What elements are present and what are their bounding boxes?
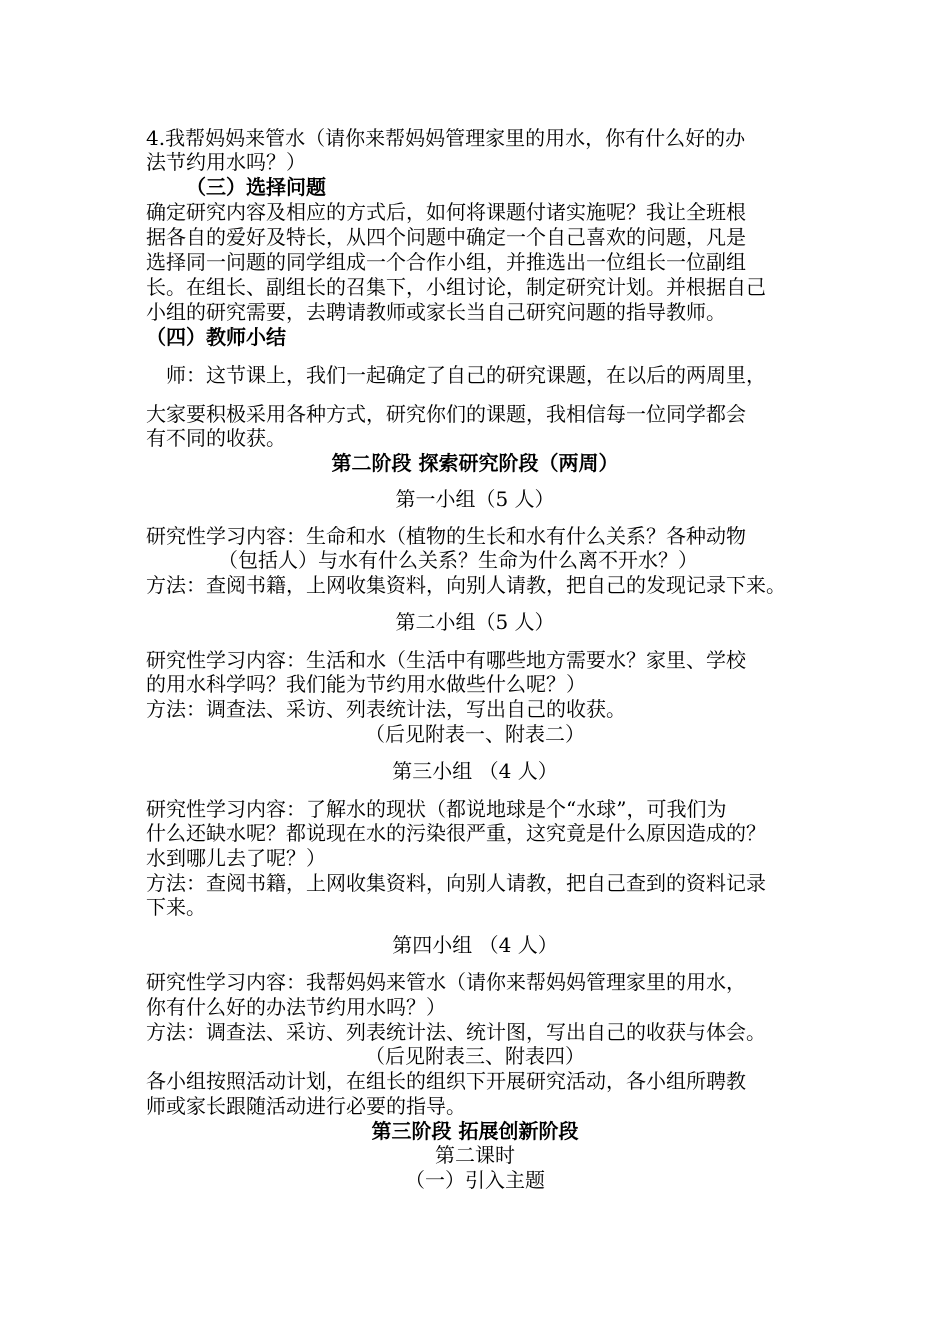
paragraph-line: 你有什么好的办法节约用水吗？） — [146, 995, 446, 1019]
paragraph-line: 方法：查阅书籍，上网收集资料，向别人请教，把自己的发现记录下来。 — [146, 573, 786, 597]
paragraph-line: 小组的研究需要，去聘请教师或家长当自己研究问题的指导教师。 — [146, 300, 726, 324]
subsection-heading: （一）引入主题 — [405, 1168, 545, 1192]
appendix-note: （后见附表一、附表二） — [365, 722, 585, 746]
paragraph-line: 师或家长跟随活动进行必要的指导。 — [146, 1094, 466, 1118]
stage-heading-3: 第三阶段 拓展创新阶段 — [371, 1119, 579, 1143]
paragraph-line: 4.我帮妈妈来管水（请你来帮妈妈管理家里的用水，你有什么好的办 — [146, 126, 746, 150]
paragraph-line: 研究性学习内容：生活和水（生活中有哪些地方需要水？家里、学校 — [146, 648, 746, 672]
paragraph-line: 有不同的收获。 — [146, 426, 286, 450]
paragraph-line: 确定研究内容及相应的方式后，如何将课题付诸实施呢？我让全班根 — [146, 200, 746, 224]
paragraph-line: 下来。 — [146, 895, 206, 919]
paragraph-line: 各小组按照活动计划，在组长的组织下开展研究活动，各小组所聘教 — [146, 1069, 746, 1093]
paragraph-line: 大家要积极采用各种方式，研究你们的课题，我相信每一位同学都会 — [146, 402, 746, 426]
appendix-note: （后见附表三、附表四） — [365, 1044, 585, 1068]
paragraph-line: 选择同一问题的同学组成一个合作小组，并推选出一位组长一位副组 — [146, 250, 746, 274]
paragraph-line: 据各自的爱好及特长，从四个问题中确定一个自己喜欢的问题，凡是 — [146, 225, 746, 249]
paragraph-line: 方法：查阅书籍，上网收集资料，向别人请教，把自己查到的资料记录 — [146, 871, 766, 895]
paragraph-line: 方法：调查法、采访、列表统计法，写出自己的收获。 — [146, 697, 626, 721]
stage-heading-2: 第二阶段 探索研究阶段（两周） — [331, 451, 619, 475]
section-heading-3: （三）选择问题 — [186, 175, 326, 199]
paragraph-line: 长。在组长、副组长的召集下，小组讨论，制定研究计划。并根据自己 — [146, 275, 766, 299]
paragraph-line: 研究性学习内容：我帮妈妈来管水（请你来帮妈妈管理家里的用水， — [146, 970, 746, 994]
paragraph-line: 方法：调查法、采访、列表统计法、统计图，写出自己的收获与体会。 — [146, 1020, 766, 1044]
paragraph-line: 水到哪儿去了呢？） — [146, 846, 326, 870]
paragraph-line: 法节约用水吗？） — [146, 150, 306, 174]
paragraph-line: 的用水科学吗？我们能为节约用水做些什么呢？） — [146, 672, 586, 696]
group-heading-1: 第一小组（5 人） — [395, 487, 555, 511]
lesson-heading: 第二课时 — [435, 1143, 515, 1167]
paragraph-line: 师：这节课上，我们一起确定了自己的研究课题，在以后的两周里， — [166, 363, 766, 387]
group-heading-2: 第二小组（5 人） — [395, 610, 555, 634]
paragraph-line: 研究性学习内容：了解水的现状（都说地球是个“水球”，可我们为 — [146, 797, 727, 821]
section-heading-4: （四）教师小结 — [146, 325, 286, 349]
paragraph-line: 什么还缺水呢？都说现在水的污染很严重，这究竟是什么原因造成的？ — [146, 821, 766, 845]
group-heading-3: 第三小组 （4 人） — [392, 759, 558, 783]
paragraph-line: 研究性学习内容：生命和水（植物的生长和水有什么关系？各种动物 — [146, 524, 746, 548]
group-heading-4: 第四小组 （4 人） — [392, 933, 558, 957]
paragraph-line: （包括人）与水有什么关系？生命为什么离不开水？） — [218, 548, 698, 572]
